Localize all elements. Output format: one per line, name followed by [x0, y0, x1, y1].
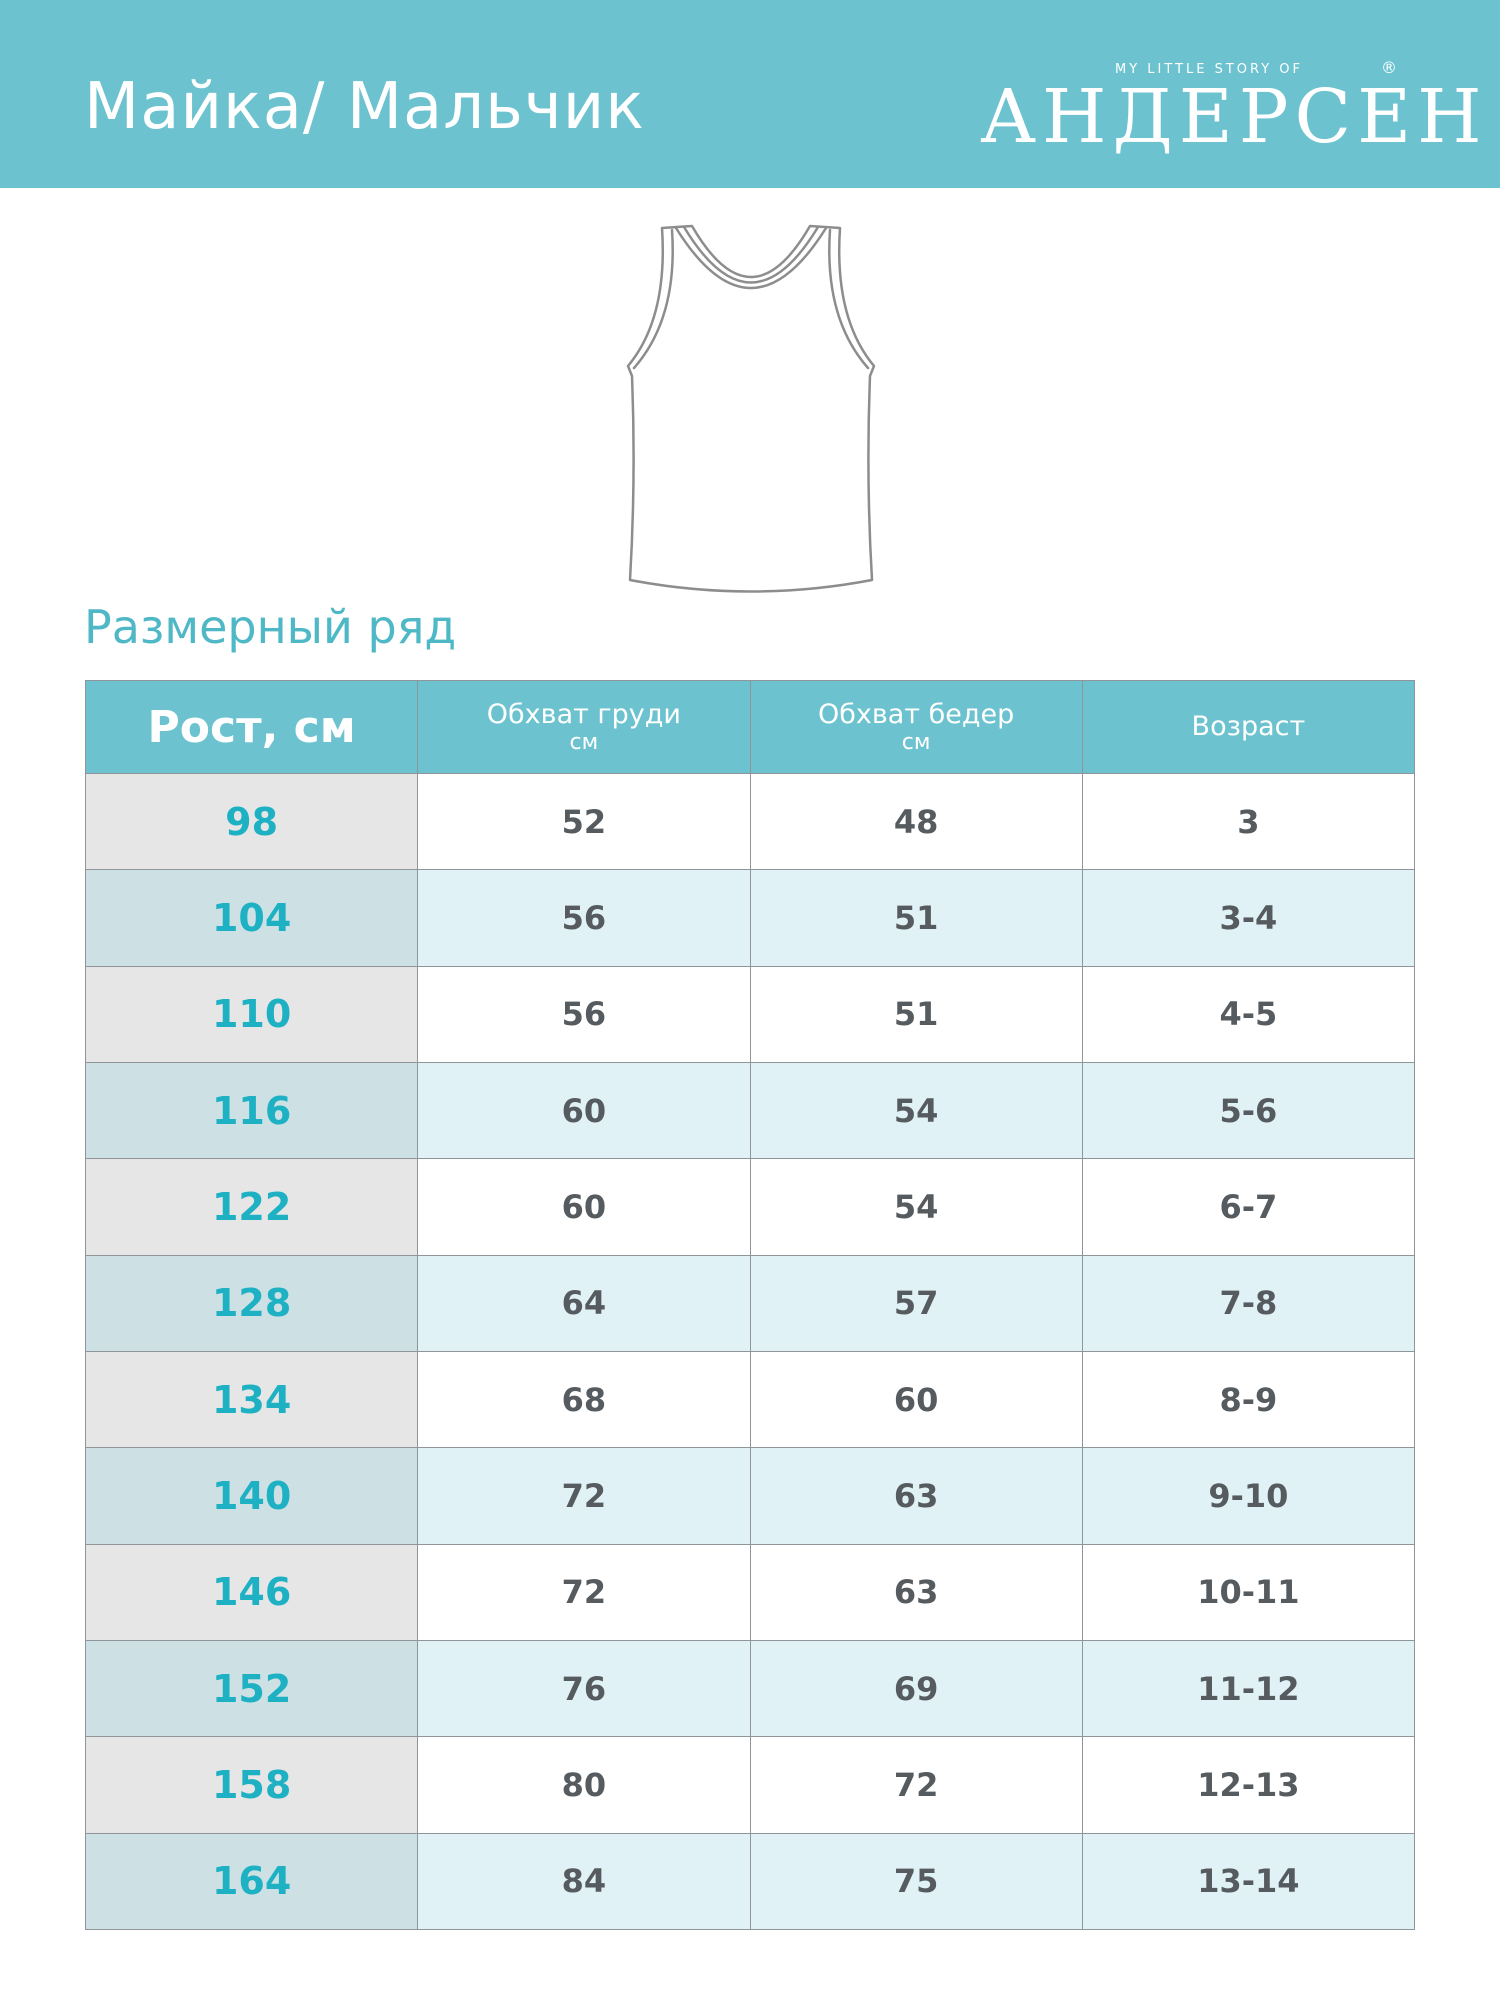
- logo-name: АНДЕРСЕН: [980, 74, 1488, 160]
- page-title: Майка/ Мальчик: [84, 70, 645, 144]
- table-row: [86, 1062, 1415, 1158]
- height-cell: 104: [86, 870, 418, 966]
- age-cell: 10-11: [1082, 1544, 1414, 1640]
- table-row: [86, 1448, 1415, 1544]
- table-row: [86, 774, 1415, 870]
- age-cell: 3: [1082, 774, 1414, 870]
- chest-cell: 84: [418, 1833, 750, 1929]
- tank-top-icon: [620, 218, 882, 598]
- hips-cell: 57: [750, 1255, 1082, 1351]
- height-cell: 128: [86, 1255, 418, 1351]
- height-cell: 146: [86, 1544, 418, 1640]
- hips-cell: 63: [750, 1544, 1082, 1640]
- hips-cell: 75: [750, 1833, 1082, 1929]
- hips-cell: 60: [750, 1351, 1082, 1447]
- table-row: [86, 1737, 1415, 1833]
- hips-cell: 51: [750, 870, 1082, 966]
- chest-cell: 64: [418, 1255, 750, 1351]
- chest-cell: 56: [418, 966, 750, 1062]
- chest-cell: 76: [418, 1640, 750, 1736]
- hips-cell: 69: [750, 1640, 1082, 1736]
- table-row: [86, 1255, 1415, 1351]
- chest-cell: 56: [418, 870, 750, 966]
- height-cell: 122: [86, 1159, 418, 1255]
- header-height: Рост, см: [86, 681, 418, 774]
- header-hips-label: Обхват бедер: [817, 699, 1015, 730]
- height-cell: 134: [86, 1351, 418, 1447]
- height-cell: 140: [86, 1448, 418, 1544]
- header-hips-unit: см: [901, 730, 931, 755]
- hips-cell: 72: [750, 1737, 1082, 1833]
- age-cell: 4-5: [1082, 966, 1414, 1062]
- header-chest: [418, 681, 750, 774]
- header-banner: [0, 0, 1500, 188]
- hips-cell: 54: [750, 1062, 1082, 1158]
- age-cell: 11-12: [1082, 1640, 1414, 1736]
- chest-cell: 72: [418, 1544, 750, 1640]
- height-cell: 158: [86, 1737, 418, 1833]
- age-cell: 7-8: [1082, 1255, 1414, 1351]
- table-header-row: [86, 681, 1415, 774]
- age-cell: 3-4: [1082, 870, 1414, 966]
- table-row: [86, 966, 1415, 1062]
- brand-logo: [975, 52, 1488, 160]
- chest-cell: 60: [418, 1159, 750, 1255]
- height-cell: 164: [86, 1833, 418, 1929]
- table-row: [86, 1833, 1415, 1929]
- height-cell: 152: [86, 1640, 418, 1736]
- header-age: [1082, 681, 1414, 774]
- age-cell: 8-9: [1082, 1351, 1414, 1447]
- age-cell: 5-6: [1082, 1062, 1414, 1158]
- table-row: [86, 870, 1415, 966]
- chest-cell: 72: [418, 1448, 750, 1544]
- table-row: [86, 1544, 1415, 1640]
- header-chest-label: Обхват груди: [486, 699, 681, 730]
- header-age-label: Возраст: [1191, 711, 1306, 742]
- logo-tagline: MY LITTLE STORY OF: [1115, 62, 1304, 77]
- registered-mark: ®: [1381, 58, 1397, 77]
- table-row: [86, 1640, 1415, 1736]
- hips-cell: 48: [750, 774, 1082, 870]
- section-title: Размерный ряд: [84, 600, 457, 654]
- table-row: [86, 1159, 1415, 1255]
- table-row: [86, 1351, 1415, 1447]
- height-cell: 116: [86, 1062, 418, 1158]
- age-cell: 13-14: [1082, 1833, 1414, 1929]
- chest-cell: 60: [418, 1062, 750, 1158]
- age-cell: 6-7: [1082, 1159, 1414, 1255]
- chest-cell: 80: [418, 1737, 750, 1833]
- age-cell: 12-13: [1082, 1737, 1414, 1833]
- header-hips: [750, 681, 1082, 774]
- hips-cell: 54: [750, 1159, 1082, 1255]
- header-chest-unit: см: [569, 730, 599, 755]
- height-cell: 110: [86, 966, 418, 1062]
- hips-cell: 63: [750, 1448, 1082, 1544]
- size-chart-table: [85, 680, 1415, 1930]
- age-cell: 9-10: [1082, 1448, 1414, 1544]
- hips-cell: 51: [750, 966, 1082, 1062]
- height-cell: 98: [86, 774, 418, 870]
- chest-cell: 52: [418, 774, 750, 870]
- chest-cell: 68: [418, 1351, 750, 1447]
